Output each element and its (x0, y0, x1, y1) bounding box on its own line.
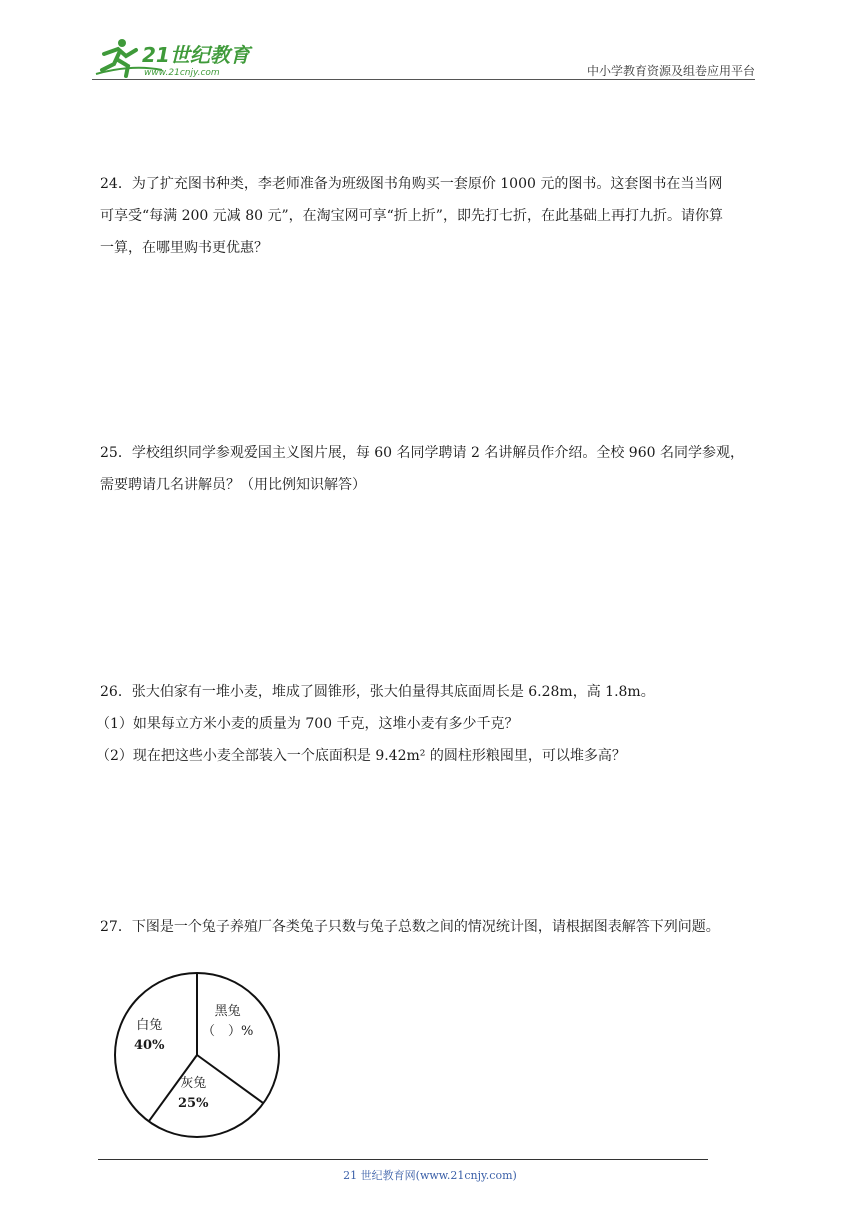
question-line: 27．下图是一个兔子养殖厂各类兔子只数与兔子总数之间的情况统计图，请根据图表解答下列问题。 (100, 919, 720, 935)
footer-text: 21 世纪教育网(www.21cnjy.com) (343, 1169, 517, 1182)
question-line: 26．张大伯家有一堆小麦，堆成了圆锥形，张大伯量得其底面周长是 6.28m，高 1.8m。 (100, 684, 655, 700)
question-26 (96, 676, 765, 772)
pie-label-black-rabbit (202, 1002, 253, 1042)
pie-label-white-rabbit (134, 1016, 164, 1056)
pie-label-gray-rabbit (178, 1074, 208, 1114)
question-line: 一算，在哪里购书更优惠？ (100, 240, 268, 256)
slice-value: 40% (134, 1038, 165, 1053)
logo-text: 21世纪教育 (142, 43, 250, 67)
header-tagline: 中小学教育资源及组卷应用平台 (586, 64, 755, 78)
question-25 (100, 437, 765, 501)
question-line: （1）如果每立方米小麦的质量为 700 千克，这堆小麦有多少千克？ (96, 716, 519, 732)
slice-label: 灰兔 (180, 1076, 207, 1091)
footer-divider (98, 1159, 708, 1160)
logo-url: www.21cnjy.com (144, 68, 220, 78)
header-divider (92, 79, 755, 80)
question-27 (100, 911, 765, 943)
slice-value: 25% (178, 1096, 209, 1111)
question-line: 需要聘请几名讲解员？（用比例知识解答） (100, 477, 366, 493)
slice-label: 白兔 (136, 1018, 163, 1033)
slice-value: （ ）% (202, 1024, 254, 1039)
slice-label: 黑兔 (214, 1004, 241, 1019)
question-line: （2）现在把这些小麦全部装入一个底面积是 9.42m² 的圆柱形粮囤里，可以堆多高？ (96, 748, 626, 764)
question-line: 24．为了扩充图书种类，李老师准备为班级图书角购买一套原价 1000 元的图书。这套图书在当当网 (100, 176, 723, 192)
question-line: 25．学校组织同学参观爱国主义图片展，每 60 名同学聘请 2 名讲解员作介绍。全校 960 名同学参观， (100, 445, 744, 461)
question-24 (100, 168, 765, 264)
site-logo (92, 34, 262, 80)
question-line: 可享受“每满 200 元减 80 元”，在淘宝网可享“折上折”，即先打七折，在此基础上再打九折。请你算 (100, 208, 723, 224)
rabbit-pie-chart (112, 970, 282, 1140)
